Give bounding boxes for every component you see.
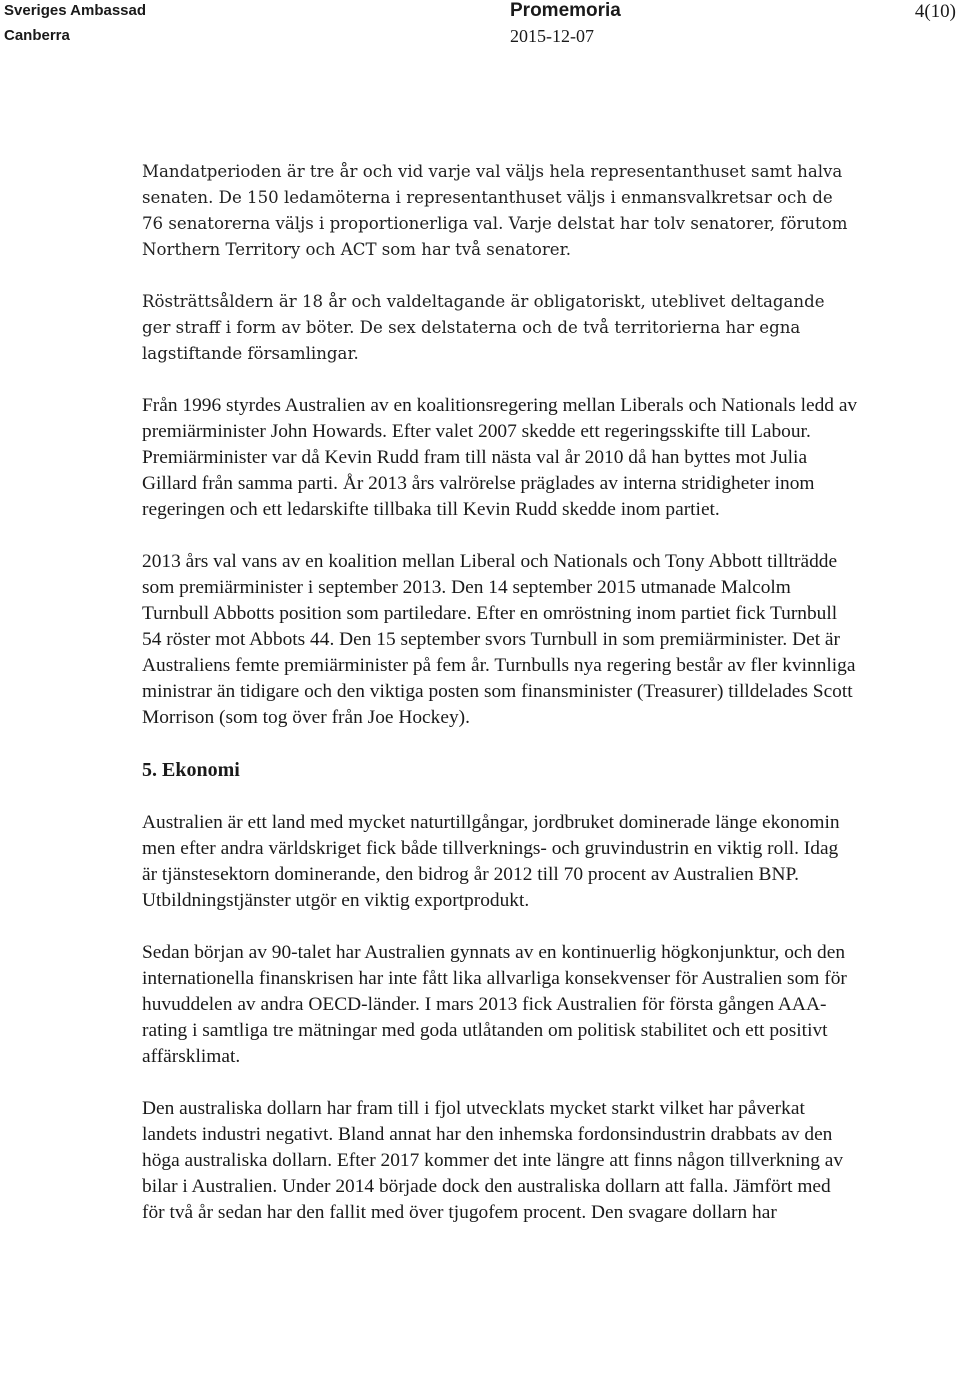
organization-name: Sveriges Ambassad [4,2,147,19]
document-date: 2015-12-07 [510,26,594,46]
page-number: 4(10) [914,1,956,22]
city-name: Canberra [4,27,70,44]
paragraph-voting-age: Rösträttsåldern är 18 år och valdeltagande är obligatoriskt, uteblivet deltagande ger straff i form av böter. De sex delstaterna och de två territorierna har egna lagstiftande församlingar. [142,292,825,363]
paragraph-economic-boom: Sedan början av 90-talet har Australien gynnats av en kontinuerlig högkonjunktur, och den internationella finanskrisen har inte fått lika allvarliga konsekvenser för Australien som för huvuddelen av andra OECD-länder. I mars 2013 fick Australien för första gången AAA-rating i samtliga tre mätningar med goda utlåtanden om politisk stabilitet och ett positivt affärsklimat. [142,942,847,1067]
paragraph-election-2013: 2013 års val vans av en koalition mellan Liberal och Nationals och Tony Abbott tillträdde som premiärminister i september 2013. Den 14 september 2015 utmanade Malcolm Turnbull Abbotts position som partiledare. Efter en omröstning inom partiet fick Turnbull 54 röster mot Abbots 44. Den 15 september svors Turnbull in som premiärminister. Det är Australiens femte premiärminister på fem år. Turnbulls nya regering består av fler kvinnliga ministrar än tidigare och den viktiga posten som finansminister (Treasurer) tilldelades Scott Morrison (som tog över från Joe Hockey). [142,551,856,728]
paragraph-mandate-period: Mandatperioden är tre år och vid varje val väljs hela representanthuset samt halva senaten. De 150 ledamöterna i representanthuset väljs i enmansvalkretsar och de 76 senatorerna väljs i proportionerliga val. Varje delstat har tolv senatorer, förutom Northern Territory och ACT som har två senatorer. [142,162,848,259]
page-header [0,0,960,50]
paragraph-government-history: Från 1996 styrdes Australien av en koalitionsregering mellan Liberals och Nationals ledd av premiärminister John Howards. Efter valet 2007 skedde ett regeringsskifte till Labour. Premiärminister var då Kevin Rudd fram till nästa val år 2010 då han byttes mot Julia Gillard från samma parti. År 2013 års valrörelse präglades av interna stridigheter inom regeringen och ett ledarskifte tillbaka till Kevin Rudd skedde inom partiet. [142,395,858,520]
section-heading-economy: 5. Ekonomi [142,759,240,781]
document-body [142,159,858,1252]
paragraph-natural-resources: Australien är ett land med mycket naturtillgångar, jordbruket dominerade länge ekonomin men efter andra världskriget fick både tillverknings- och gruvindustrin en viktig roll. Idag är tjänstesektorn dominerande, den bidrog år 2012 till 70 procent av Australien BNP. Utbildningstjänster utgör en viktig exportprodukt. [142,812,840,911]
document-type: Promemoria [510,0,621,21]
paragraph-australian-dollar: Den australiska dollarn har fram till i fjol utvecklats mycket starkt vilket har påverkat landets industri negativt. Bland annat har den inhemska fordonsindustrin drabbats av den höga australiska dollarn. Efter 2017 kommer det inte längre att finns någon tillverkning av bilar i Australien. Under 2014 började dock den australiska dollarn att falla. Jämfört med för två år sedan har den fallit med över tjugofem procent. Den svagare dollarn har [142,1098,844,1223]
